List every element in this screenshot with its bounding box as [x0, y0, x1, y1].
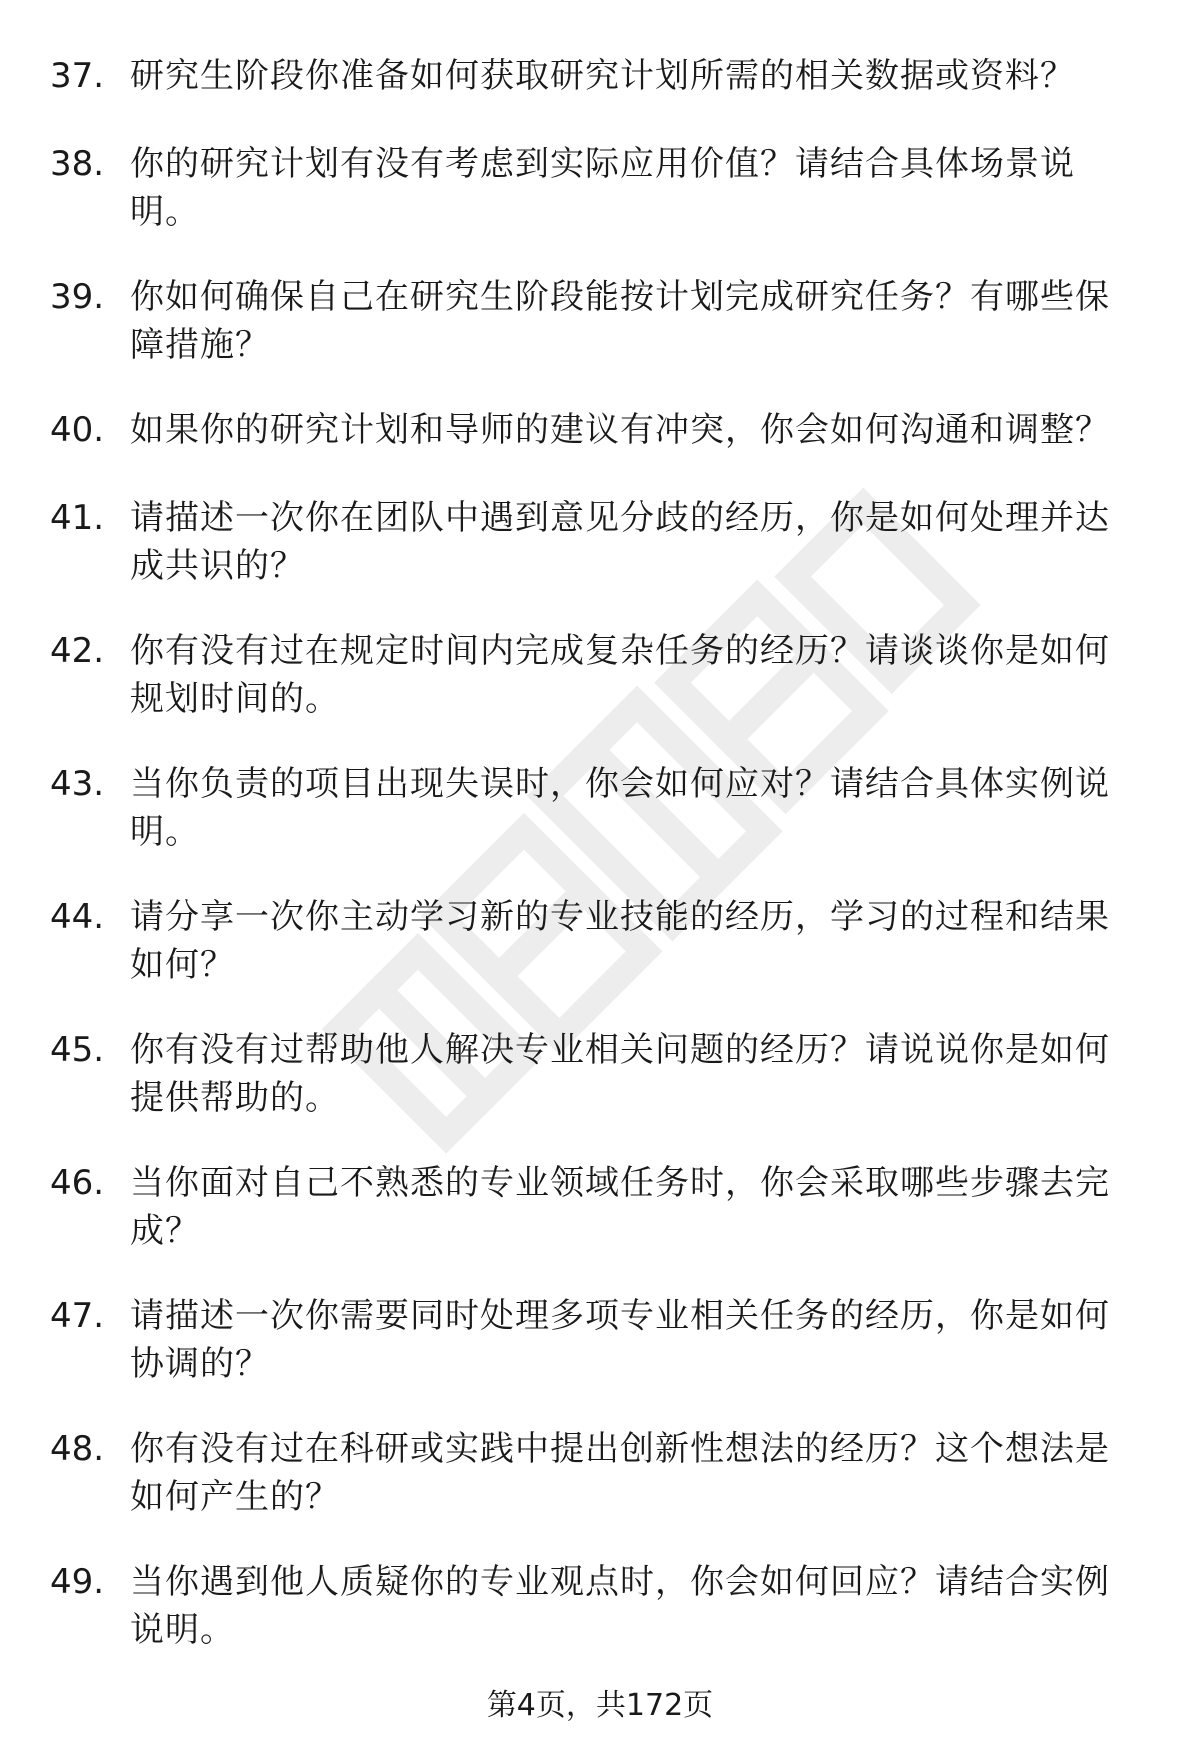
question-number: 46.: [50, 1163, 105, 1203]
question-number: 43.: [50, 764, 105, 804]
question-text: [130, 1026, 1160, 1122]
question-item: [50, 893, 1160, 1026]
question-text: [130, 760, 1160, 856]
question-item: [50, 273, 1160, 406]
question-text-line: 如果你的研究计划和导师的建议有冲突，你会如何沟通和调整？: [130, 410, 1110, 450]
question-item: [50, 627, 1160, 760]
question-text-line: 请分享一次你主动学习新的专业技能的经历，学习的过程和结果: [130, 897, 1110, 937]
question-text: [130, 140, 1160, 236]
question-text-line: 当你负责的项目出现失误时，你会如何应对？请结合具体实例说: [130, 764, 1110, 804]
question-number: 37.: [50, 56, 105, 96]
question-text: [130, 494, 1160, 590]
question-number: 48.: [50, 1429, 105, 1469]
question-item: [50, 1159, 1160, 1292]
question-number: 49.: [50, 1562, 105, 1602]
question-number: 42.: [50, 631, 105, 671]
question-text-line: 你如何确保自己在研究生阶段能按计划完成研究任务？有哪些保: [130, 277, 1110, 317]
question-item: [50, 140, 1160, 273]
question-text-line: 研究生阶段你准备如何获取研究计划所需的相关数据或资料？: [130, 56, 1075, 96]
question-text-line: 你有没有过帮助他人解决专业相关问题的经历？请说说你是如何: [130, 1030, 1110, 1070]
question-text-line: 当你面对自己不熟悉的专业领域任务时，你会采取哪些步骤去完: [130, 1163, 1110, 1203]
question-text-line: 规划时间的。: [130, 679, 340, 719]
question-text: [130, 1159, 1160, 1255]
question-item: [50, 406, 1160, 494]
question-number: 44.: [50, 897, 105, 937]
question-text-line: 如何？: [130, 945, 235, 985]
question-text: [130, 627, 1160, 723]
question-item: [50, 494, 1160, 627]
question-text: [130, 406, 1160, 454]
question-number: 39.: [50, 277, 105, 317]
question-text-line: 请描述一次你需要同时处理多项专业相关任务的经历，你是如何: [130, 1296, 1110, 1336]
question-item: [50, 52, 1160, 140]
question-text-line: 协调的？: [130, 1344, 270, 1384]
question-text-line: 明。: [130, 812, 200, 852]
question-text-line: 成共识的？: [130, 546, 305, 586]
question-item: [50, 1292, 1160, 1425]
question-number: 40.: [50, 410, 105, 450]
question-item: [50, 1558, 1160, 1691]
question-text-line: 你有没有过在规定时间内完成复杂任务的经历？请谈谈你是如何: [130, 631, 1110, 671]
question-text-line: 明。: [130, 192, 200, 232]
question-text-line: 说明。: [130, 1610, 235, 1650]
question-text-line: 障措施？: [130, 325, 270, 365]
question-text: [130, 1425, 1160, 1521]
question-text-line: 请描述一次你在团队中遇到意见分歧的经历，你是如何处理并达: [130, 498, 1110, 538]
question-item: [50, 1425, 1160, 1558]
question-number: 38.: [50, 144, 105, 184]
question-text: [130, 1558, 1160, 1654]
question-item: [50, 1026, 1160, 1159]
question-text: [130, 893, 1160, 989]
question-item: [50, 760, 1160, 893]
question-text: [130, 52, 1160, 100]
question-text-line: 你的研究计划有没有考虑到实际应用价值？请结合具体场景说: [130, 144, 1075, 184]
question-text-line: 当你遇到他人质疑你的专业观点时，你会如何回应？请结合实例: [130, 1562, 1110, 1602]
page-footer: 第4页，共172页: [486, 1688, 714, 1723]
question-number: 45.: [50, 1030, 105, 1070]
question-number: 47.: [50, 1296, 105, 1336]
question-number: 41.: [50, 498, 105, 538]
question-text-line: 提供帮助的。: [130, 1078, 340, 1118]
question-list: [50, 52, 1160, 1691]
question-text-line: 你有没有过在科研或实践中提出创新性想法的经历？这个想法是: [130, 1429, 1110, 1469]
question-text: [130, 1292, 1160, 1388]
question-text-line: 成？: [130, 1211, 200, 1251]
question-text-line: 如何产生的？: [130, 1477, 340, 1517]
question-text: [130, 273, 1160, 369]
